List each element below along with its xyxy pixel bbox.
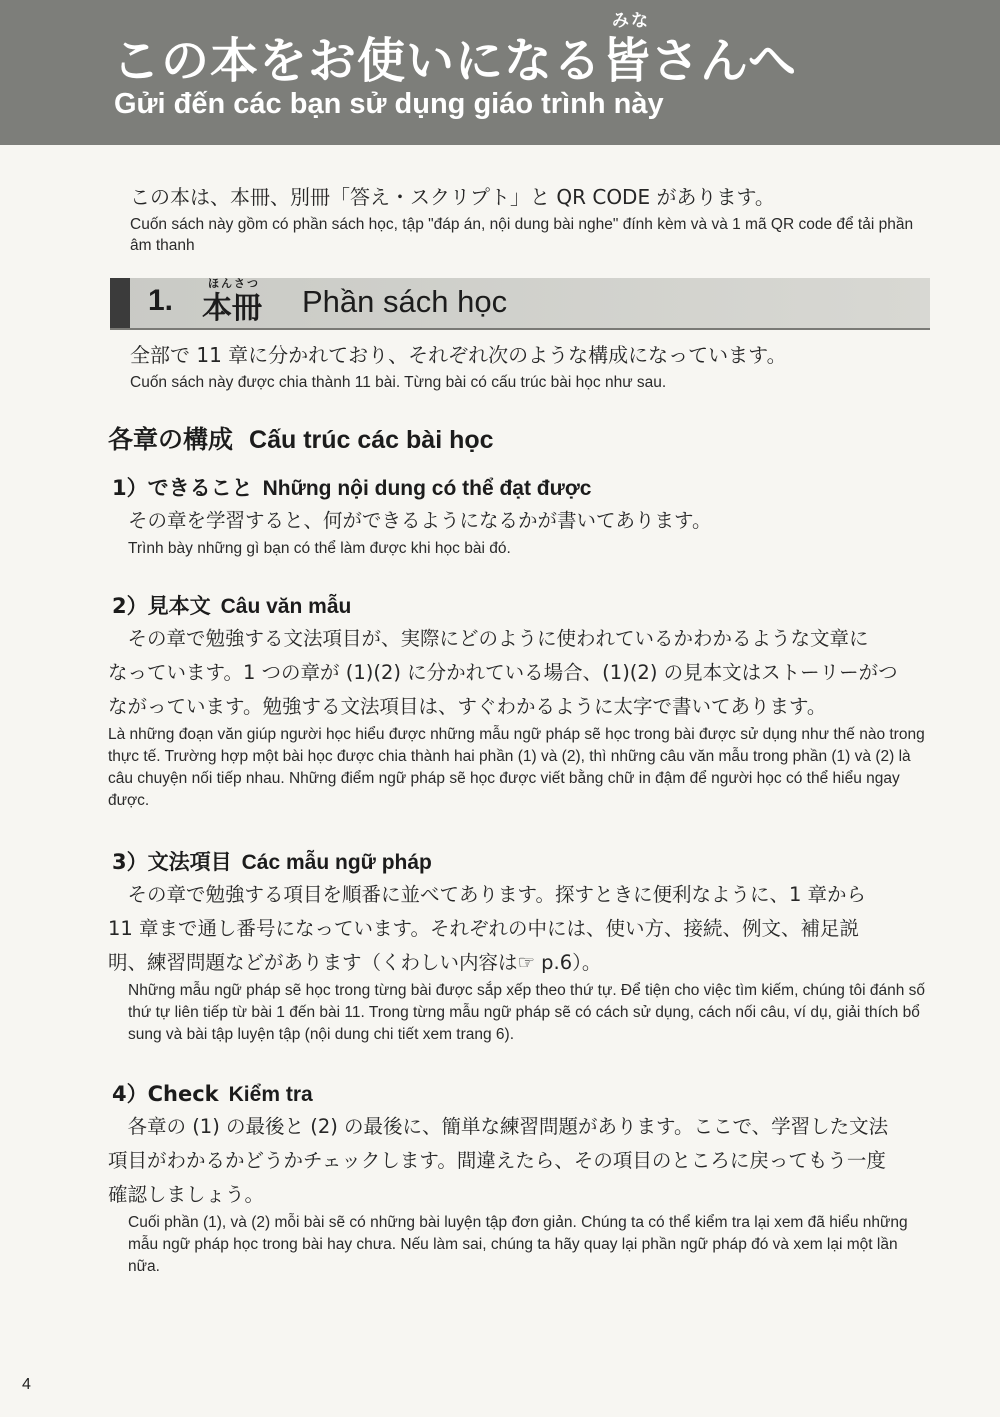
section-title-ruby: ほんさつ bbox=[208, 277, 260, 290]
item-vn: Trình bày những gì bạn có thể làm được khi học bài đó. bbox=[128, 540, 511, 557]
structure-title-jp: 各章の構成 bbox=[108, 425, 234, 454]
item-title: 4）Check Kiểm tra bbox=[112, 1082, 313, 1106]
item-jp-line: ながっています。勉強する文法項目は、すぐわかるように太字で書いてあります。 bbox=[108, 695, 827, 718]
section-title-vn: Phần sách học bbox=[302, 284, 508, 319]
title-ruby: みな bbox=[612, 11, 650, 31]
item-jp-line: 項目がわかるかどうかチェックします。間違えたら、その項目のところに戻ってもう一度 bbox=[108, 1149, 886, 1172]
item-jp-line: 各章の (1) の最後と (2) の最後に、簡単な練習問題があります。ここで、学習した文法 bbox=[108, 1115, 889, 1138]
section-1-body bbox=[130, 338, 930, 393]
page-number: 4 bbox=[22, 1376, 31, 1393]
intro-block bbox=[130, 180, 930, 256]
item-2 bbox=[108, 590, 933, 812]
item-4 bbox=[108, 1078, 933, 1278]
intro-jp: この本は、本冊、別冊「答え・スクリプト」と QR CODE があります。 bbox=[130, 185, 775, 209]
item-vn: Cuối phần (1), và (2) mỗi bài sẽ có những bài luyện tập đơn giản. Chúng ta có thể kiểm tra lại xem đã hiểu những mẫu ngữ pháp học trong bài hay chưa. Nếu làm sai, chúng ta hãy quay lại phần ngữ pháp đó và xem lại một lần nữa. bbox=[128, 1214, 908, 1275]
section-accent bbox=[110, 278, 130, 328]
item-jp-line: その章を学習すると、何ができるようになるかが書いてあります。 bbox=[128, 509, 712, 532]
item-1 bbox=[108, 472, 933, 560]
section-1-vn: Cuốn sách này được chia thành 11 bài. Từng bài có cấu trúc bài học như sau. bbox=[130, 374, 667, 391]
item-title: 3）文法項目 Các mẫu ngữ pháp bbox=[112, 850, 432, 874]
structure-heading bbox=[108, 420, 494, 456]
item-jp-line: その章で勉強する文法項目が、実際にどのように使われているかわかるような文章に bbox=[108, 627, 869, 650]
item-jp-line: 11 章まで通し番号になっています。それぞれの中には、使い方、接続、例文、補足説 bbox=[108, 917, 859, 940]
item-3 bbox=[108, 846, 933, 1046]
section-number: 1. bbox=[148, 284, 174, 317]
section-1-jp: 全部で 11 章に分かれており、それぞれ次のような構成になっています。 bbox=[130, 343, 787, 367]
item-vn: Là những đoạn văn giúp người học hiểu được những mẫu ngữ pháp sẽ học trong bài được sử dụng như thế nào trong thực tế. Trường hợp một bài học được chia thành hai phần (1) và (2), thì những câu văn mẫu trong phần (1) và (2) là câu chuyện nối tiếp nhau. Những điểm ngữ pháp sẽ học được viết bằng chữ in đậm để người học có thể hiểu ngay được. bbox=[108, 726, 925, 809]
item-jp-line: 確認しましょう。 bbox=[108, 1183, 265, 1206]
section-1-heading bbox=[110, 278, 930, 330]
section-title-jp: ほんさつ 本冊 bbox=[202, 277, 262, 326]
page-title-jp: この本をお使いになる皆さんへ みな bbox=[112, 22, 797, 91]
item-jp-line: その章で勉強する項目を順番に並べてあります。探すときに便利なように、1 章から bbox=[108, 883, 867, 906]
item-title: 1）できること Những nội dung có thể đạt được bbox=[112, 476, 592, 500]
intro-vn: Cuốn sách này gồm có phần sách học, tập "đáp án, nội dung bài nghe" đính kèm và và 1 mã QR code để tải phần âm thanh bbox=[130, 216, 914, 254]
item-jp-line: なっています。1 つの章が (1)(2) に分かれている場合、(1)(2) の見本文はストーリーがつ bbox=[108, 661, 898, 684]
item-vn: Những mẫu ngữ pháp sẽ học trong từng bài được sắp xếp theo thứ tự. Để tiện cho việc tìm kiếm, chúng tôi đánh số thứ tự liên tiếp từ bài 1 đến bài 11. Trong từng mẫu ngữ pháp sẽ có cách sử dụng, cách nối câu, ví dụ, giải thích bổ sung và bài tập luyện tập (nội dung chi tiết xem trang 6). bbox=[128, 982, 926, 1043]
page-header bbox=[0, 0, 1000, 145]
structure-title-vn: Cấu trúc các bài học bbox=[249, 426, 494, 454]
page-title-vn: Gửi đến các bạn sử dụng giáo trình này bbox=[114, 88, 664, 120]
item-jp-line: 明、練習問題などがあります（くわしい内容は☞ p.6）。 bbox=[108, 951, 602, 974]
item-title: 2）見本文 Câu văn mẫu bbox=[112, 594, 352, 618]
